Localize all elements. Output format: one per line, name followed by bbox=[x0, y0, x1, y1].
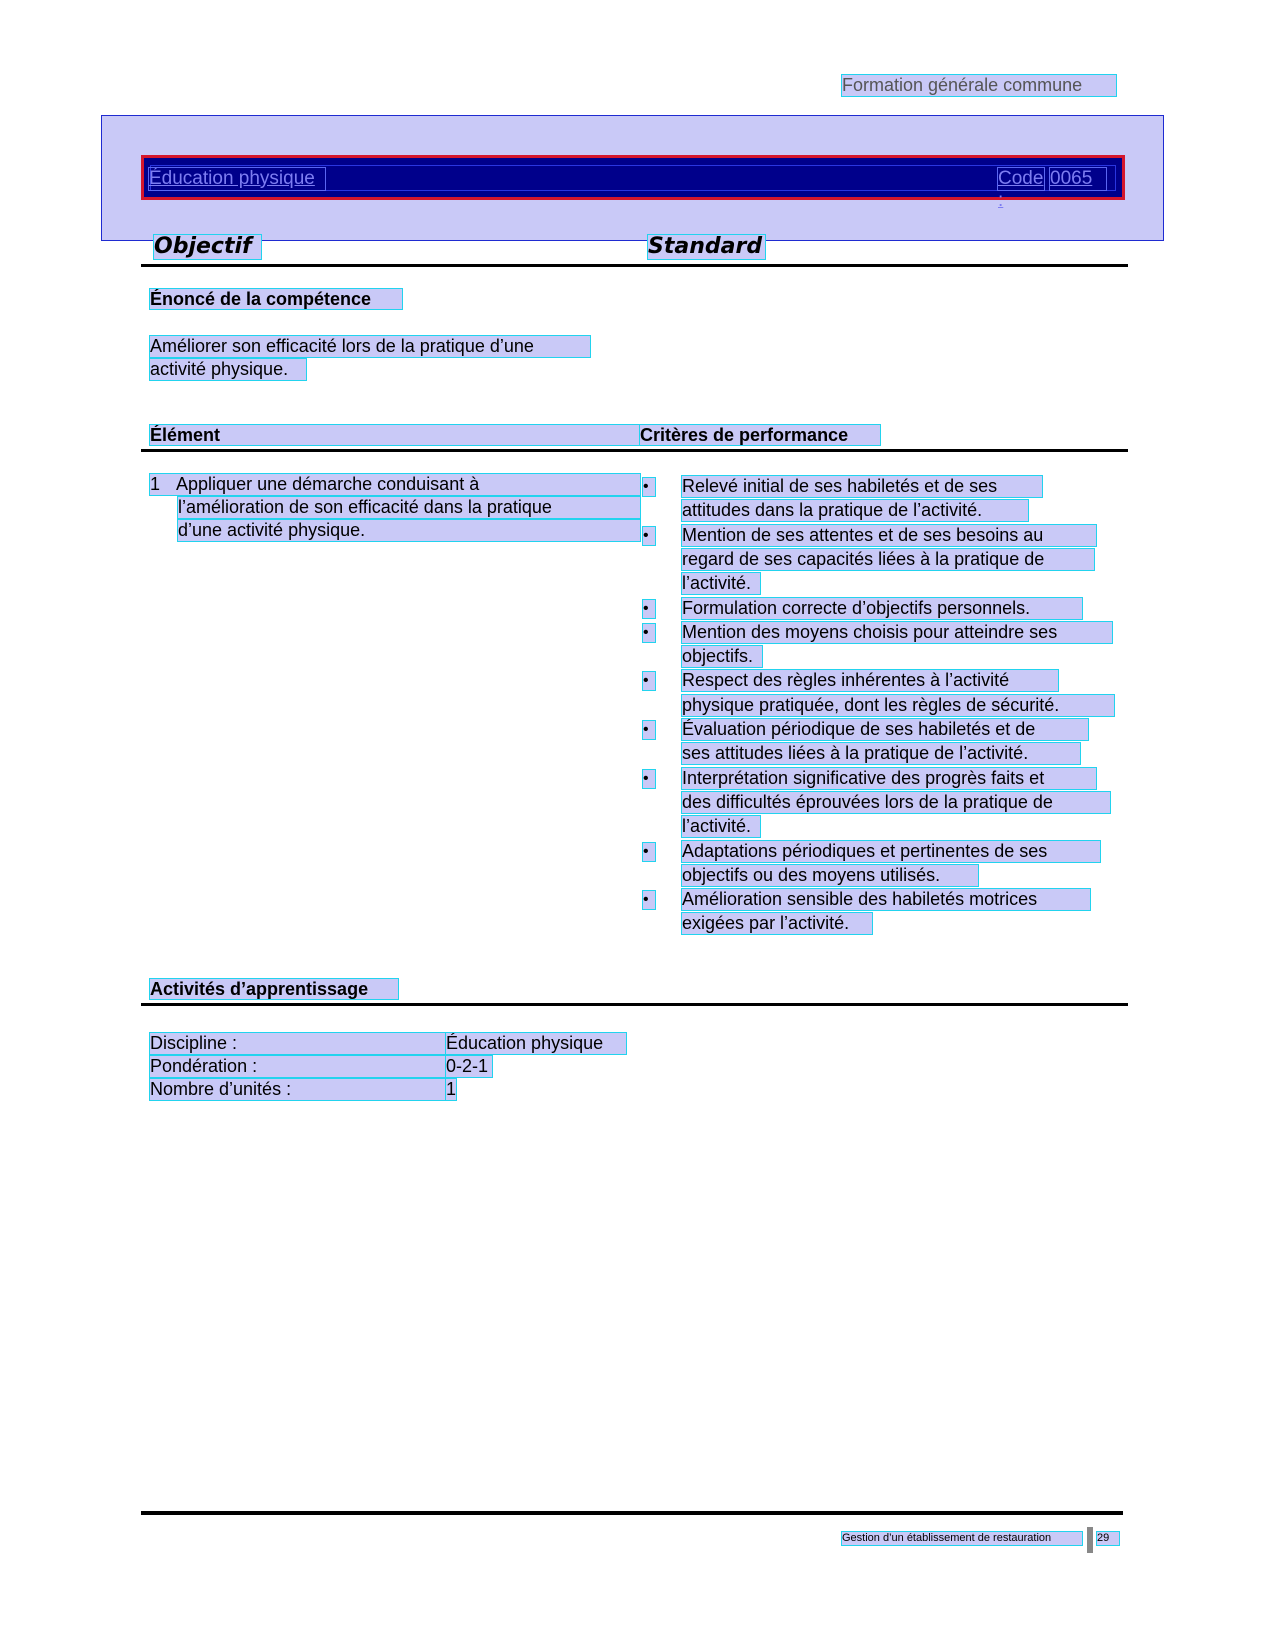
course-title: Éducation physique bbox=[149, 168, 325, 190]
competence-heading: Énoncé de la compétence bbox=[150, 289, 402, 309]
criterion-line: physique pratiquée, dont les règles de sécurité. bbox=[682, 695, 1114, 716]
criterion-line: Amélioration sensible des habiletés motrices bbox=[682, 889, 1090, 910]
criterion-line: Mention des moyens choisis pour atteindre ses bbox=[682, 622, 1112, 643]
code-label: Code : bbox=[998, 168, 1044, 211]
bullet-icon: • bbox=[643, 721, 655, 739]
criterion-line: l’activité. bbox=[682, 573, 760, 594]
bullet-icon: • bbox=[643, 600, 655, 618]
criterion-line: l’activité. bbox=[682, 816, 760, 837]
footer-rule bbox=[141, 1511, 1123, 1515]
criterion-line: ses attitudes liées à la pratique de l’activité. bbox=[682, 743, 1080, 764]
criteria-heading: Critères de performance bbox=[640, 425, 880, 445]
activities-rule bbox=[141, 1003, 1128, 1006]
header-rule bbox=[141, 264, 1128, 267]
discipline-label: Discipline : bbox=[150, 1033, 446, 1054]
bullet-icon: • bbox=[643, 478, 655, 496]
page-number: 29 bbox=[1097, 1532, 1119, 1545]
bullet-icon: • bbox=[643, 843, 655, 861]
element-line: l’amélioration de son efficacité dans la pratique bbox=[178, 497, 640, 518]
criterion-line: exigées par l’activité. bbox=[682, 913, 872, 934]
discipline-value: Éducation physique bbox=[446, 1033, 626, 1054]
competence-line: activité physique. bbox=[150, 359, 306, 380]
bullet-icon: • bbox=[643, 624, 655, 642]
criterion-line: des difficultés éprouvées lors de la pratique de bbox=[682, 792, 1110, 813]
objective-heading: Objectif bbox=[154, 235, 261, 259]
competence-line: Améliorer son efficacité lors de la pratique d’une bbox=[150, 336, 590, 357]
running-head: Formation générale commune bbox=[842, 75, 1116, 96]
footer-separator bbox=[1087, 1527, 1093, 1553]
ponderation-value: 0-2-1 bbox=[446, 1056, 492, 1077]
criterion-line: objectifs ou des moyens utilisés. bbox=[682, 865, 978, 886]
standard-heading: Standard bbox=[648, 235, 765, 259]
element-heading: Élément bbox=[150, 425, 640, 445]
bullet-icon: • bbox=[643, 527, 655, 545]
bullet-icon: • bbox=[643, 770, 655, 788]
criterion-line: regard de ses capacités liées à la pratique de bbox=[682, 549, 1094, 570]
criterion-line: objectifs. bbox=[682, 646, 762, 667]
element-rule bbox=[141, 449, 1128, 452]
ponderation-label: Pondération : bbox=[150, 1056, 446, 1077]
code-value: 0065 bbox=[1050, 168, 1106, 190]
element-line: d’une activité physique. bbox=[178, 520, 640, 541]
element-number: 1 bbox=[150, 474, 161, 494]
units-value: 1 bbox=[446, 1079, 457, 1099]
bullet-icon: • bbox=[643, 672, 655, 690]
criterion-line: Évaluation périodique de ses habiletés et de bbox=[682, 719, 1088, 740]
criterion-line: Relevé initial de ses habiletés et de ses bbox=[682, 476, 1042, 497]
element-first-line bbox=[150, 474, 640, 495]
criterion-line: attitudes dans la pratique de l’activité. bbox=[682, 500, 1028, 521]
units-label: Nombre d’unités : bbox=[150, 1079, 446, 1100]
bullet-icon: • bbox=[643, 891, 655, 909]
criterion-line: Respect des règles inhérentes à l’activité bbox=[682, 670, 1058, 691]
activities-heading: Activités d’apprentissage bbox=[150, 979, 398, 999]
criterion-line: Adaptations périodiques et pertinentes de ses bbox=[682, 841, 1100, 862]
element-text: Appliquer une démarche conduisant à bbox=[176, 474, 480, 494]
criterion-line: Interprétation significative des progrès faits et bbox=[682, 768, 1096, 789]
criterion-line: Formulation correcte d’objectifs personnels. bbox=[682, 598, 1082, 619]
criterion-line: Mention de ses attentes et de ses besoins au bbox=[682, 525, 1096, 546]
footer-text: Gestion d’un établissement de restauration bbox=[842, 1532, 1082, 1545]
